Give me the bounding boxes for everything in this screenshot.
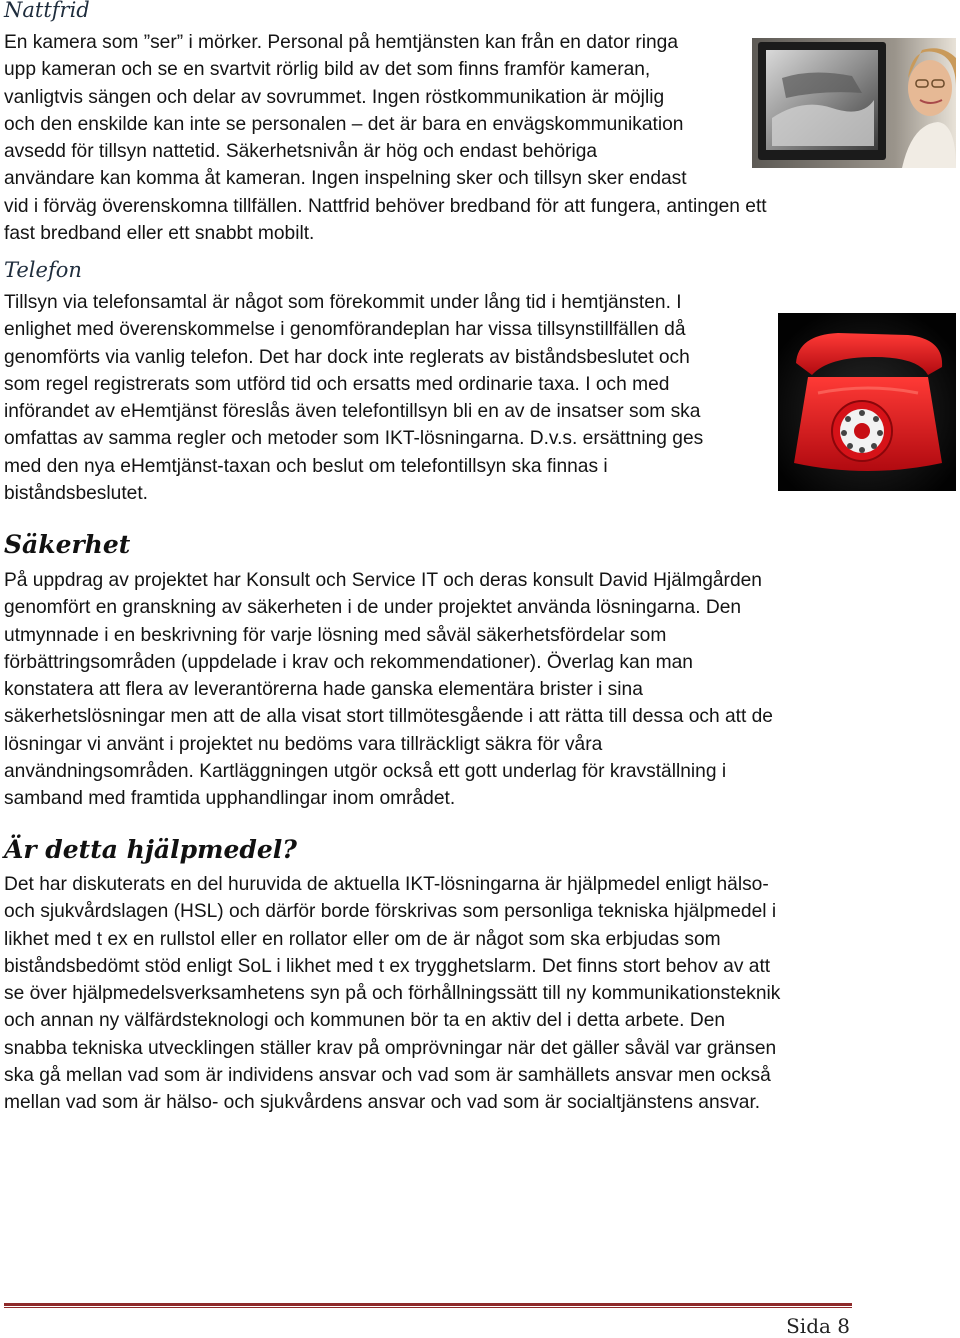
heading-sakerhet: Säkerhet <box>4 530 131 559</box>
text-line: biståndsbeslutet. <box>4 483 148 505</box>
text-line: vid i förväg överenskomna tillfällen. Nattfrid behöver bredband för att fungera, antingen ett <box>4 195 767 217</box>
red-telephone-photo <box>778 313 956 491</box>
paragraph-nattfrid <box>4 29 767 247</box>
camera-monitor-illustration <box>752 38 956 168</box>
text-line: som regel registrerats som utförd tid och ersatts med ordinarie taxa. I och med <box>4 373 670 395</box>
text-line: fast bredband eller ett snabbt mobilt. <box>4 223 315 245</box>
paragraph-telefon <box>4 289 703 507</box>
paragraph-hjalpmedel <box>4 871 780 1117</box>
text-line: och den enskilde kan inte se personalen – det är bara en envägskommunikation <box>4 113 684 135</box>
text-line: ska gå mellan vad som är individens ansvar och vad som är samhällets ansvar men också <box>4 1065 771 1087</box>
red-telephone-illustration <box>778 313 956 491</box>
text-line: utmynnade i en beskrivning för varje lösning med såväl säkerhetsfördelar som <box>4 624 667 646</box>
text-line: biståndsbedömt stöd enligt SoL i likhet med t ex trygghetslarm. Det finns stort behov av att <box>4 955 771 977</box>
text-line: genomfört en granskning av säkerheten i de under projektet använda lösningarna. Den <box>4 597 742 619</box>
text-line: med den nya eHemtjänst-taxan och beslut om telefontillsyn ska finnas i <box>4 455 608 477</box>
text-line: En kamera som ”ser” i mörker. Personal på hemtjänsten kan från en dator ringa <box>4 32 679 53</box>
camera-monitor-photo <box>752 38 956 168</box>
text-line: vanligtvis sängen och delar av sovrummet. Ingen röstkommunikation är möjlig <box>4 86 665 108</box>
heading-hjalpmedel: Är detta hjälpmedel? <box>4 835 297 864</box>
footer-rule <box>4 1303 852 1306</box>
text-line: genomförts via vanlig telefon. Det har dock inte reglerats av biståndsbeslutet och <box>4 346 690 368</box>
text-line: förbättringsområden (uppdelade i krav och rekommendationer). Överlag kan man <box>4 651 693 673</box>
page-number: Sida 8 <box>786 1314 850 1338</box>
text-line: säkerhetslösningar men att de alla visat stort tillmötesgående i att rätta till dessa och att de <box>4 706 773 728</box>
text-line: se över hjälpmedelsverksamhetens syn på och förhållningssätt till ny kommunikationsteknik <box>4 983 781 1005</box>
paragraph-sakerhet <box>4 567 773 813</box>
text-line: användare kan komma åt kameran. Ingen inspelning sker och tillsyn sker endast <box>4 168 687 190</box>
text-line: omfattas av samma regler och metoder som IKT-lösningarna. D.v.s. ersättning ges <box>4 428 704 450</box>
footer-rule-thin <box>4 1307 852 1308</box>
text-line: upp kameran och se en svartvit rörlig bild av det som finns framför kameran, <box>4 59 651 81</box>
text-line: användningsområden. Kartläggningen utgör också ett gott underlag för kravställning i <box>4 761 727 783</box>
text-line: mellan vad som är hälso- och sjukvårdens ansvar och vad som är socialtjänstens ansvar. <box>4 1092 761 1114</box>
text-line: konstatera att flera av leverantörerna hade ganska elementära brister i sina <box>4 679 643 701</box>
text-line: lösningar vi använt i projektet nu bedöms vara tillräckligt säkra för våra <box>4 733 603 755</box>
heading-telefon: Telefon <box>4 258 82 282</box>
text-line: snabba tekniska utvecklingen ställer krav på omprövningar när det gäller såväl var gränsen <box>4 1037 777 1059</box>
text-line: Det har diskuterats en del huruvida de aktuella IKT-lösningarna är hjälpmedel enligt hälso- <box>4 874 769 895</box>
text-line: På uppdrag av projektet har Konsult och Service IT och deras konsult David Hjälmgården <box>4 570 762 591</box>
text-line: enlighet med överenskommelse i genomförandeplan har vissa tillsynstillfällen då <box>4 319 686 341</box>
text-line: Tillsyn via telefonsamtal är något som förekommit under lång tid i hemtjänsten. I <box>4 292 682 313</box>
text-line: samband med framtida upphandlingar inom området. <box>4 788 456 810</box>
text-line: likhet med t ex en rullstol eller en rollator eller om de är något som ska erbjudas som <box>4 928 721 950</box>
heading-nattfrid: Nattfrid <box>4 0 90 22</box>
text-line: avsedd för tillsyn nattetid. Säkerhetsnivån är hög och endast behöriga <box>4 141 598 163</box>
text-line: och sjukvårdslagen (HSL) och därför borde förskrivas som personliga tekniska hjälpmedel i <box>4 901 777 923</box>
text-line: och annan ny välfärdsteknologi och kommunen bör ta en aktiv del i detta arbete. Den <box>4 1010 726 1032</box>
text-line: införandet av eHemtjänst föreslås även telefontillsyn bli en av de insatser som ska <box>4 401 701 423</box>
